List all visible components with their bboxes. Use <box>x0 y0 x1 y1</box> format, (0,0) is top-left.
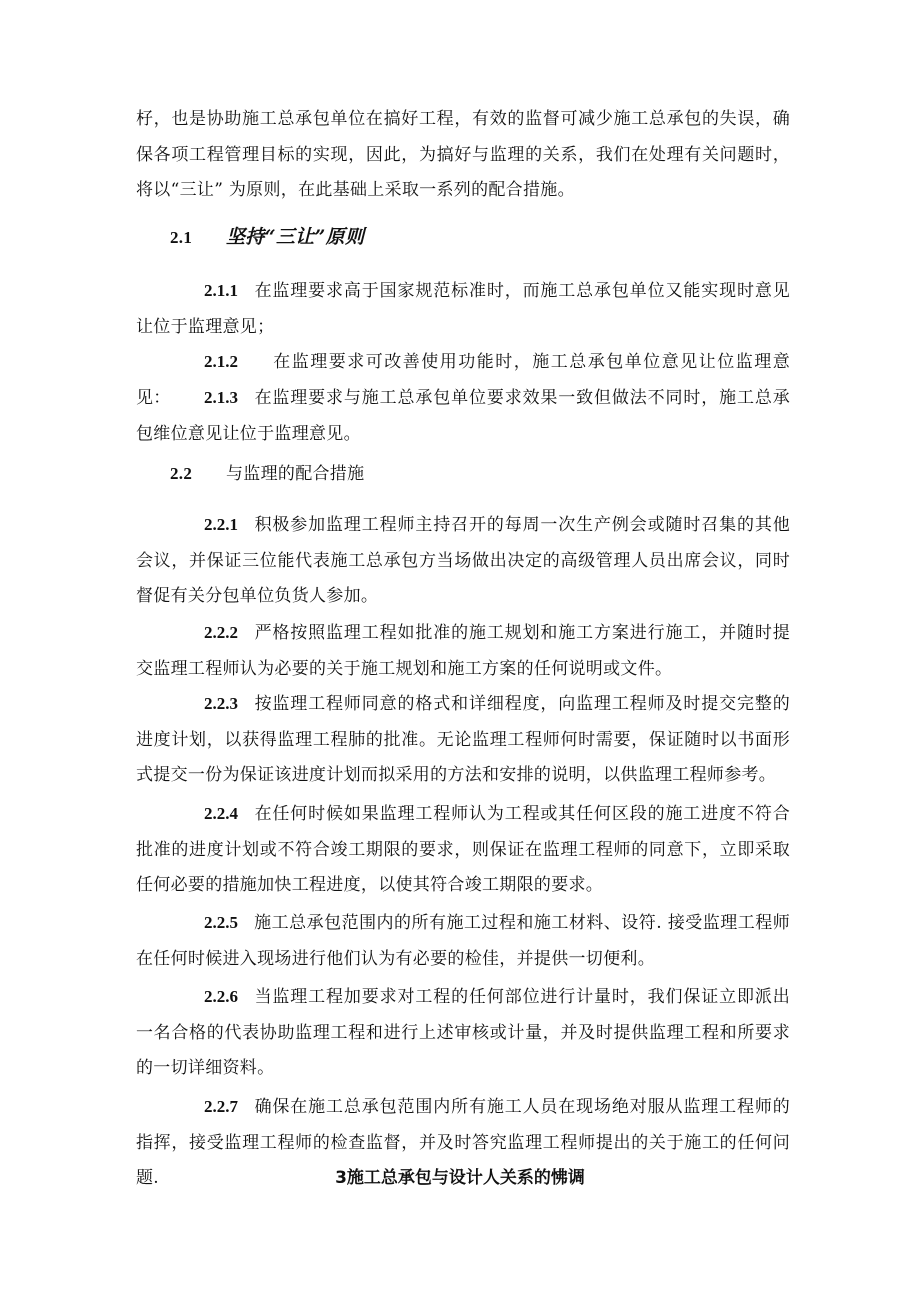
clause-number: 2.1.1 <box>204 281 238 300</box>
clause-number: 2.2.7 <box>204 1097 238 1116</box>
clause-2-1-1 <box>136 273 790 345</box>
clause-2-2-4 <box>136 796 790 904</box>
clause-2-2-5 <box>136 905 790 977</box>
section-title: 与监理的配合措施 <box>226 464 365 484</box>
clause-text: 在任何时候如果监理工程师认为工程或其任何区段的施工进度不符合批准的进度计划或不符合竣工期限的要求，则保证在监理工程师的同意下，立即采取任何必要的措施加快工程进度，以使其符合竣工期限的要求。 <box>136 804 790 895</box>
section-title: 3施工总承包与设计人关系的怫调 <box>335 1168 585 1188</box>
clause-text: 积极参加监理工程师主持召开的每周一次生产例会或随时召集的其他会议，并保证三位能代表施工总承包方当场做出决定的高级管理人员出席会议，同时督促有关分包单位负货人参加。 <box>136 515 790 606</box>
clause-text: 在监理要求与施工总承包单位要求效果一致但做法不同时，施工总承包维位意见让位于监理意见。 <box>136 388 790 444</box>
clause-2-2-1 <box>136 507 790 615</box>
clause-2-2-3 <box>136 686 790 794</box>
clause-text: 确保在施工总承包范围内所有施工人员在现场绝对服从监理工程师的指挥，接受监理工程师的检查监督，并及时答究监理工程师提出的关于施工的任何问题. <box>136 1097 790 1188</box>
clause-number: 2.1.2 <box>204 352 238 371</box>
section-title: 坚持“三让”原则 <box>226 226 365 248</box>
clause-text: 在监理要求高于国家规范标准时，而施工总承包单位又能实现时意见让位于监理意见； <box>136 281 790 337</box>
clause-text: 按监理工程师同意的格式和详细程度，向监理工程师及时提交完整的进度计划，以获得监理工程肺的批准。无论监理工程师何时需要，保证随时以书面形式提交一份为保证该进度计划而拟采用的方法和安排的说明，以供监理工程师参考。 <box>136 694 790 785</box>
clause-number: 2.2.4 <box>204 804 238 823</box>
intro-text: 杍，也是协助施工总承包单位在搞好工程，有效的监督可减少施工总承包的失误，确保各项工程管理目标的实现，因此，为搞好与监理的关系，我们在处理有关问题时，将以“三让” 为原则，在此基础上采取一系列的配合措施。 <box>136 109 790 200</box>
clause-2-2-2 <box>136 615 790 687</box>
clause-number: 2.2.6 <box>204 987 238 1006</box>
clause-number: 2.1.3 <box>204 388 238 407</box>
clause-number: 2.2.2 <box>204 623 238 642</box>
section-2-1-heading <box>170 222 364 253</box>
intro-paragraph <box>136 102 790 209</box>
section-number: 2.2 <box>170 464 193 483</box>
clause-number: 2.2.3 <box>204 694 238 713</box>
clause-text: 在监理要求可改善使用功能时，施工总承包单位意见让位监理意见： <box>136 352 790 408</box>
clause-text: 当监理工程加要求对工程的任何部位进行计量时，我们保证立即派出一名合格的代表协助监理工程和进行上述审核或计量，并及时提供监理工程和所要求的一切详细资料。 <box>136 987 790 1078</box>
clause-number: 2.2.1 <box>204 515 238 534</box>
clause-text: 施工总承包范围内的所有施工过程和施工材料、设符. 接受监理工程师在任何时候进入现场进行他们认为有必要的检佳，并提供一切便利。 <box>136 913 790 969</box>
section-3-heading <box>0 1163 920 1193</box>
section-2-2-heading <box>170 459 364 489</box>
clause-2-2-6 <box>136 979 790 1087</box>
clause-2-1-3 <box>136 380 790 452</box>
clause-number: 2.2.5 <box>204 913 238 932</box>
section-number: 2.1 <box>170 228 193 247</box>
clause-text: 严格按照监理工程如批准的施工规划和施工方案进行施工，并随时提交监理工程师认为必要的关于施工规划和施工方案的任何说明或文件。 <box>136 623 790 679</box>
